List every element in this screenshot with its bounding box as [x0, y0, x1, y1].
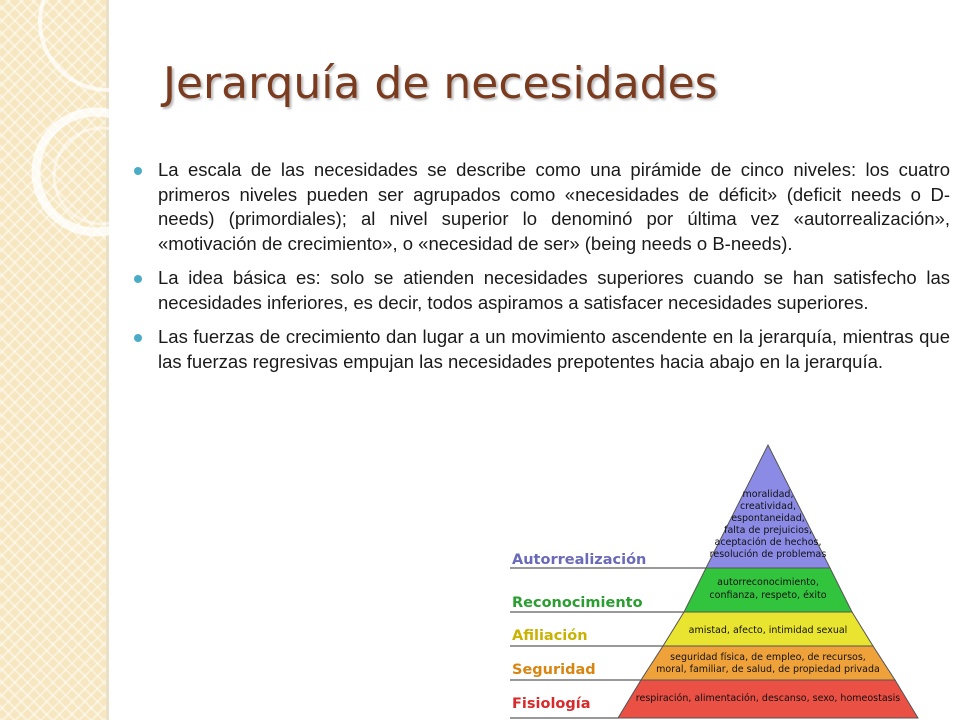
level-text-line: seguridad física, de empleo, de recursos, — [670, 652, 866, 663]
level-label-autorrealizacion: Autorrealización — [512, 552, 647, 568]
level-text-line: amistad, afecto, intimidad sexual — [688, 625, 848, 636]
bullet-text: Las fuerzas de crecimiento dan lugar a un movimiento ascendente en la jerarquía, mientras que las fuerzas regresivas empujan las necesidades prepotentes hacia abajo en la jerarquía. — [158, 326, 950, 372]
bullet-item — [158, 325, 950, 374]
level-label-seguridad: Seguridad — [512, 662, 596, 678]
slide-title: Jerarquía de necesidades — [163, 58, 718, 109]
pyramid-level-afiliacion — [510, 612, 873, 646]
bullet-text: La escala de las necesidades se describe como una pirámide de cinco niveles: los cuatro primeros niveles pueden ser agrupados como «necesidades de déficit» (deficit needs o D-needs) (primordiales); al nivel superior lo denominó por última vez «autorrealización», «motivación de crecimiento», o «necesidad de ser» (being needs o B-needs). — [158, 159, 950, 254]
maslow-pyramid — [500, 440, 950, 720]
decorative-circles — [0, 0, 150, 300]
level-text-line: autorreconocimiento, — [717, 577, 819, 588]
pyramid-level-autorrealizacion — [510, 445, 830, 568]
bullet-dot-icon — [134, 167, 142, 175]
level-text-line: moralidad, — [742, 489, 794, 500]
bullet-text: La idea básica es: solo se atienden necesidades superiores cuando se han satisfecho las necesidades inferiores, es decir, todos aspiramos a satisfacer necesidades superiores. — [158, 267, 950, 313]
bullet-item — [158, 158, 950, 256]
bullet-dot-icon — [134, 334, 142, 342]
bullet-item — [158, 266, 950, 315]
level-text-line: espontaneidad, — [731, 513, 805, 524]
level-text-line: moral, familiar, de salud, de propiedad privada — [656, 664, 880, 675]
level-label-reconocimiento: Reconocimiento — [512, 595, 643, 611]
level-text-line: resolución de problemas — [709, 549, 827, 560]
bullet-dot-icon — [134, 275, 142, 283]
level-label-afiliacion: Afiliación — [512, 628, 588, 644]
level-text-line: confianza, respeto, éxito — [709, 590, 827, 601]
level-text-line: falta de prejuicios, — [724, 525, 812, 536]
pyramid-level-reconocimiento — [510, 568, 852, 612]
pyramid-level-seguridad — [510, 646, 895, 680]
level-text-line: creatividad, — [739, 501, 797, 512]
bullet-list — [158, 158, 950, 384]
level-label-fisiologia: Fisiología — [512, 696, 591, 712]
level-text-line: aceptación de hechos, — [714, 537, 822, 548]
pyramid-level-fisiologia — [510, 680, 918, 718]
level-text-line: respiración, alimentación, descanso, sexo, homeostasis — [635, 693, 901, 704]
